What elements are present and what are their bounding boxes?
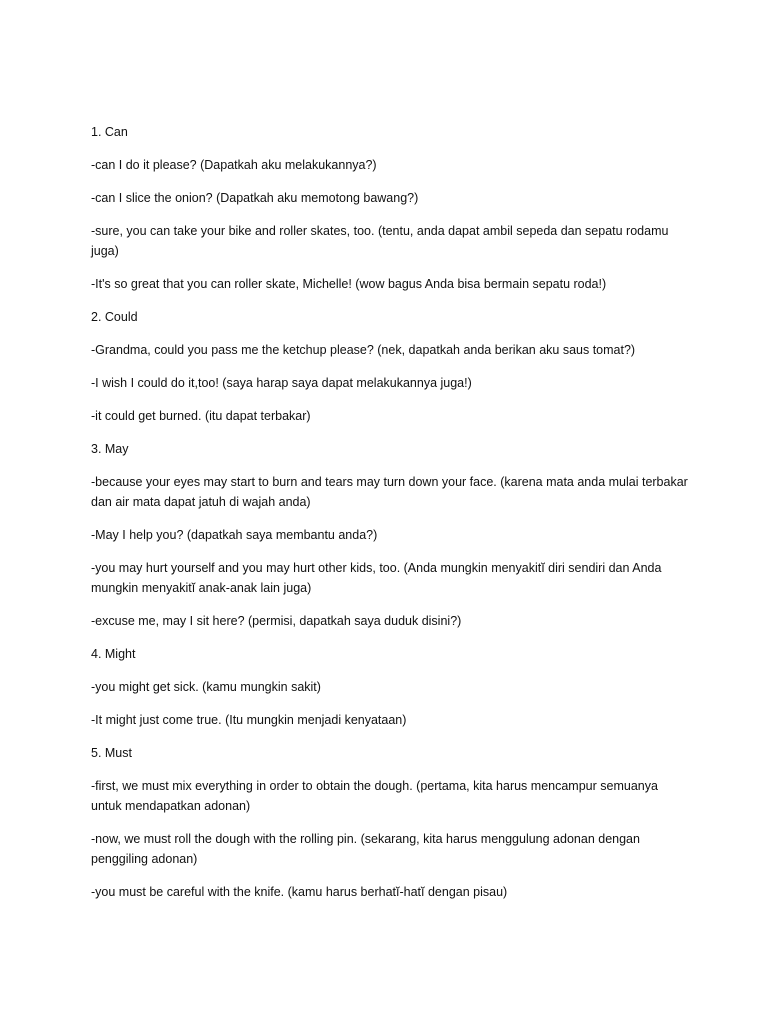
section-heading-might: 4. Might [91,647,136,661]
example-sentence: -you may hurt yourself and you may hurt other kids, too. (Anda mungkin menyakitĭ diri sendiri dan Anda mungkin menyakitĭ anak-anak lain juga) [91,561,662,595]
example-sentence: -because your eyes may start to burn and tears may turn down your face. (karena mata anda mulai terbakar dan air mata dapat jatuh di wajah anda) [91,475,688,509]
example-sentence: -It might just come true. (Itu mungkin menjadi kenyataan) [91,713,407,727]
section-heading-can: 1. Can [91,125,128,139]
example-sentence: -you might get sick. (kamu mungkin sakit) [91,680,321,694]
section-heading-could: 2. Could [91,310,138,324]
section-heading-may: 3. May [91,442,129,456]
example-sentence: -can I do it please? (Dapatkah aku melakukannya?) [91,158,377,172]
section-heading-must: 5. Must [91,746,132,760]
example-sentence: -you must be careful with the knife. (kamu harus berhatĭ-hatĭ dengan pisau) [91,885,508,899]
example-sentence: -Grandma, could you pass me the ketchup please? (nek, dapatkah anda berikan aku saus tomat?) [91,343,636,357]
example-sentence: -it could get burned. (itu dapat terbakar) [91,409,311,423]
example-sentence: -sure, you can take your bike and roller skates, too. (tentu, anda dapat ambil sepeda dan sepatu rodamu juga) [91,224,669,258]
document-body [91,122,691,915]
example-sentence: -excuse me, may I sit here? (permisi, dapatkah saya duduk disini?) [91,614,462,628]
example-sentence: -first, we must mix everything in order to obtain the dough. (pertama, kita harus mencampur semuanya untuk mendapatkan adonan) [91,779,658,813]
example-sentence: -now, we must roll the dough with the rolling pin. (sekarang, kita harus menggulung adonan dengan penggiling adonan) [91,832,640,866]
example-sentence: -May I help you? (dapatkah saya membantu anda?) [91,528,378,542]
example-sentence: -I wish I could do it,too! (saya harap saya dapat melakukannya juga!) [91,376,472,390]
example-sentence: -can I slice the onion? (Dapatkah aku memotong bawang?) [91,191,419,205]
example-sentence: -It's so great that you can roller skate, Michelle! (wow bagus Anda bisa bermain sepatu roda!) [91,277,607,291]
